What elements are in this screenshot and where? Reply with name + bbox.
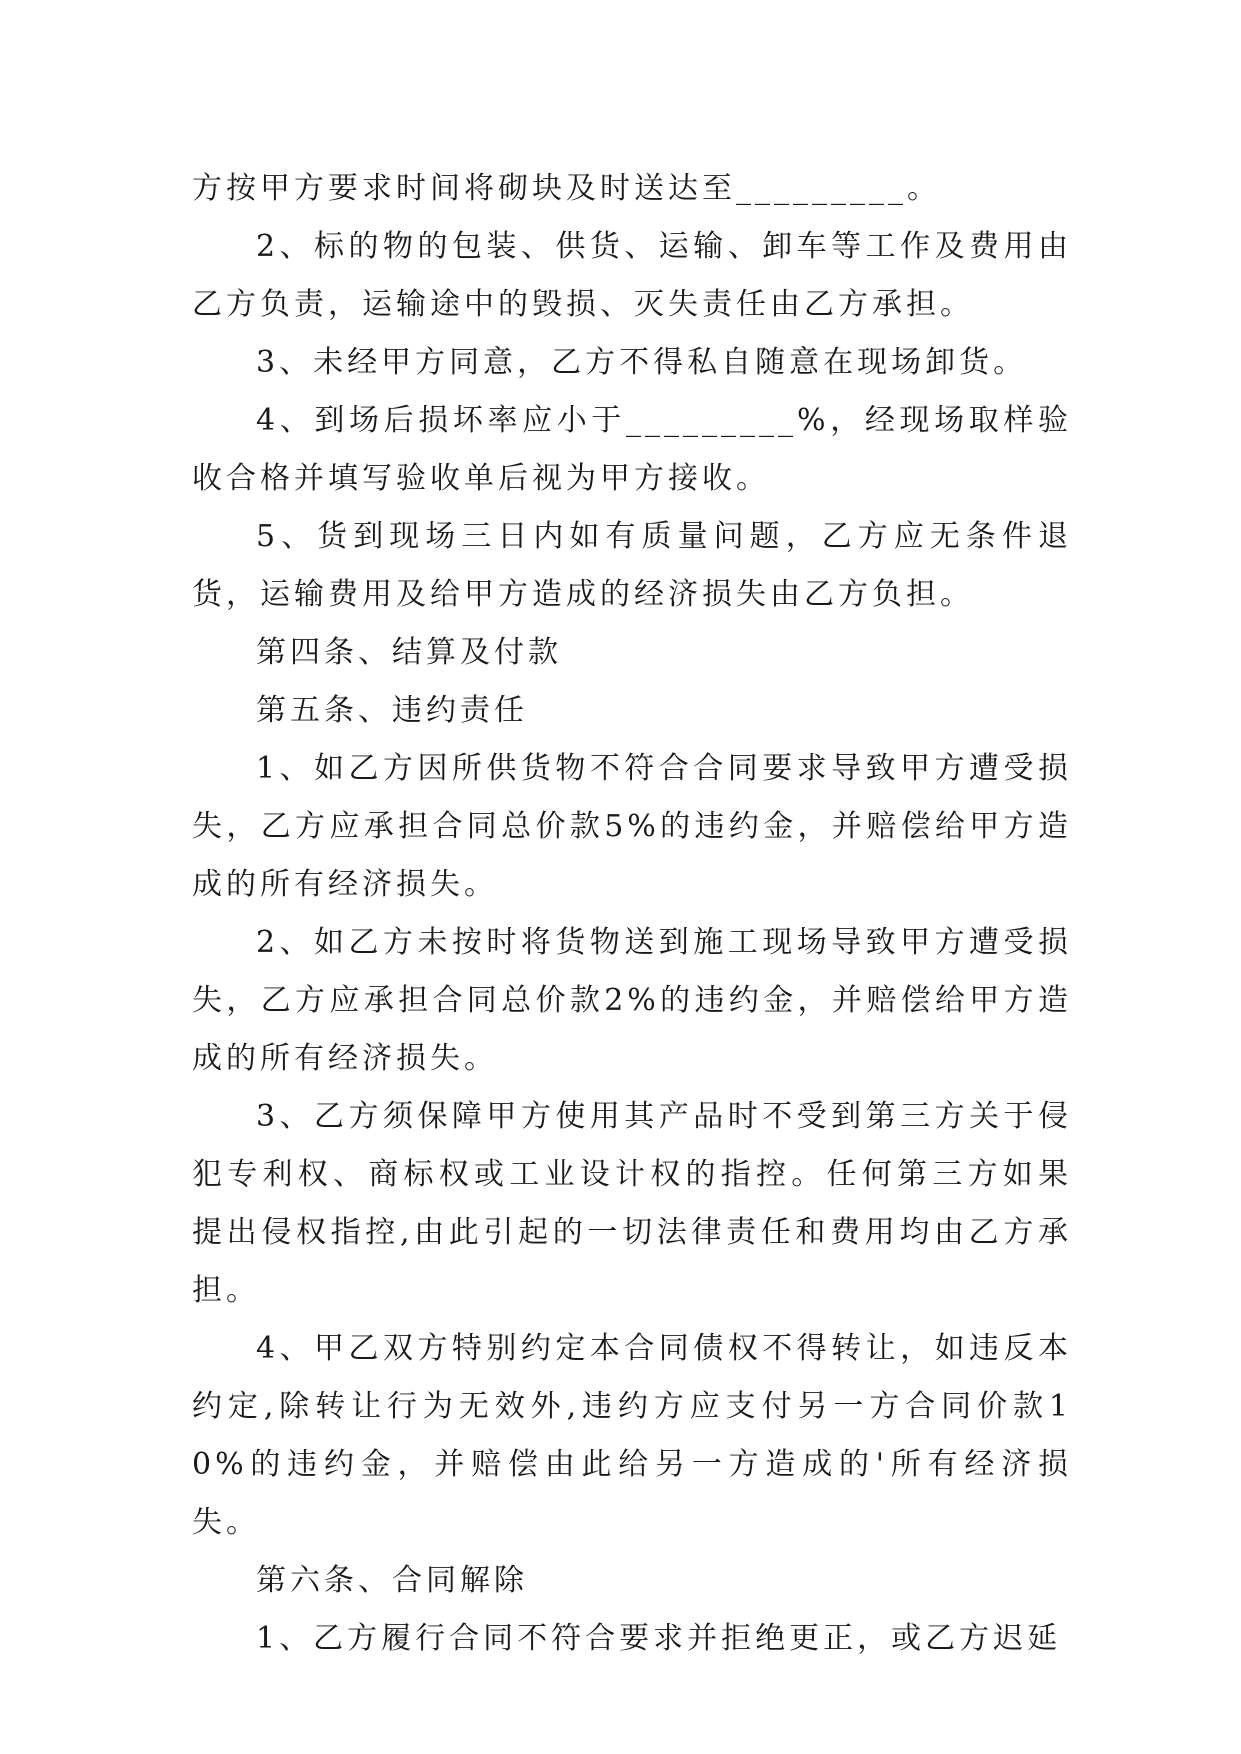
- paragraph-quality-return: 5、货到现场三日内如有质量问题，乙方应无条件退货，运输费用及给甲方造成的经济损失由乙方负担。: [192, 519, 1072, 612]
- paragraph-delivery-destination: 方按甲方要求时间将砌块及时送达至_________。: [192, 171, 941, 206]
- paragraph-liability-late-delivery: 2、如乙方未按时将货物送到施工现场导致甲方遭受损失，乙方应承担合同总价款2%的违约金，并赔偿给甲方造成的所有经济损失。: [192, 925, 1072, 1076]
- paragraph-liability-nonconforming: 1、如乙方因所供货物不符合合同要求导致甲方遭受损失，乙方应承担合同总价款5%的违约金，并赔偿给甲方造成的所有经济损失。: [192, 751, 1072, 902]
- paragraph-packaging-transport: 2、标的物的包装、供货、运输、卸车等工作及费用由乙方负责，运输途中的毁损、灭失责任由乙方承担。: [192, 229, 1072, 322]
- paragraph-no-assignment: 4、甲乙双方特别约定本合同债权不得转让，如违反本约定,除转让行为无效外,违约方应支付另一方合同价款10%的违约金，并赔偿由此给另一方造成的'所有经济损失。: [192, 1331, 1072, 1540]
- document-body: [192, 160, 1072, 1668]
- paragraph-termination-1: 1、乙方履行合同不符合要求并拒绝更正，或乙方迟延: [256, 1621, 1062, 1656]
- paragraph-ip-infringement: 3、乙方须保障甲方使用其产品时不受到第三方关于侵犯专利权、商标权或工业设计权的指控。任何第三方如果提出侵权指控,由此引起的一切法律责任和费用均由乙方承担。: [192, 1099, 1072, 1308]
- section-heading-liability: 第五条、违约责任: [256, 693, 528, 728]
- paragraph-unloading-consent: 3、未经甲方同意，乙方不得私自随意在现场卸货。: [256, 345, 1028, 380]
- paragraph-damage-rate: 4、到场后损坏率应小于_________%，经现场取样验收合格并填写验收单后视为甲方接收。: [192, 403, 1072, 496]
- section-heading-settlement: 第四条、结算及付款: [256, 635, 562, 670]
- section-heading-termination: 第六条、合同解除: [256, 1563, 528, 1598]
